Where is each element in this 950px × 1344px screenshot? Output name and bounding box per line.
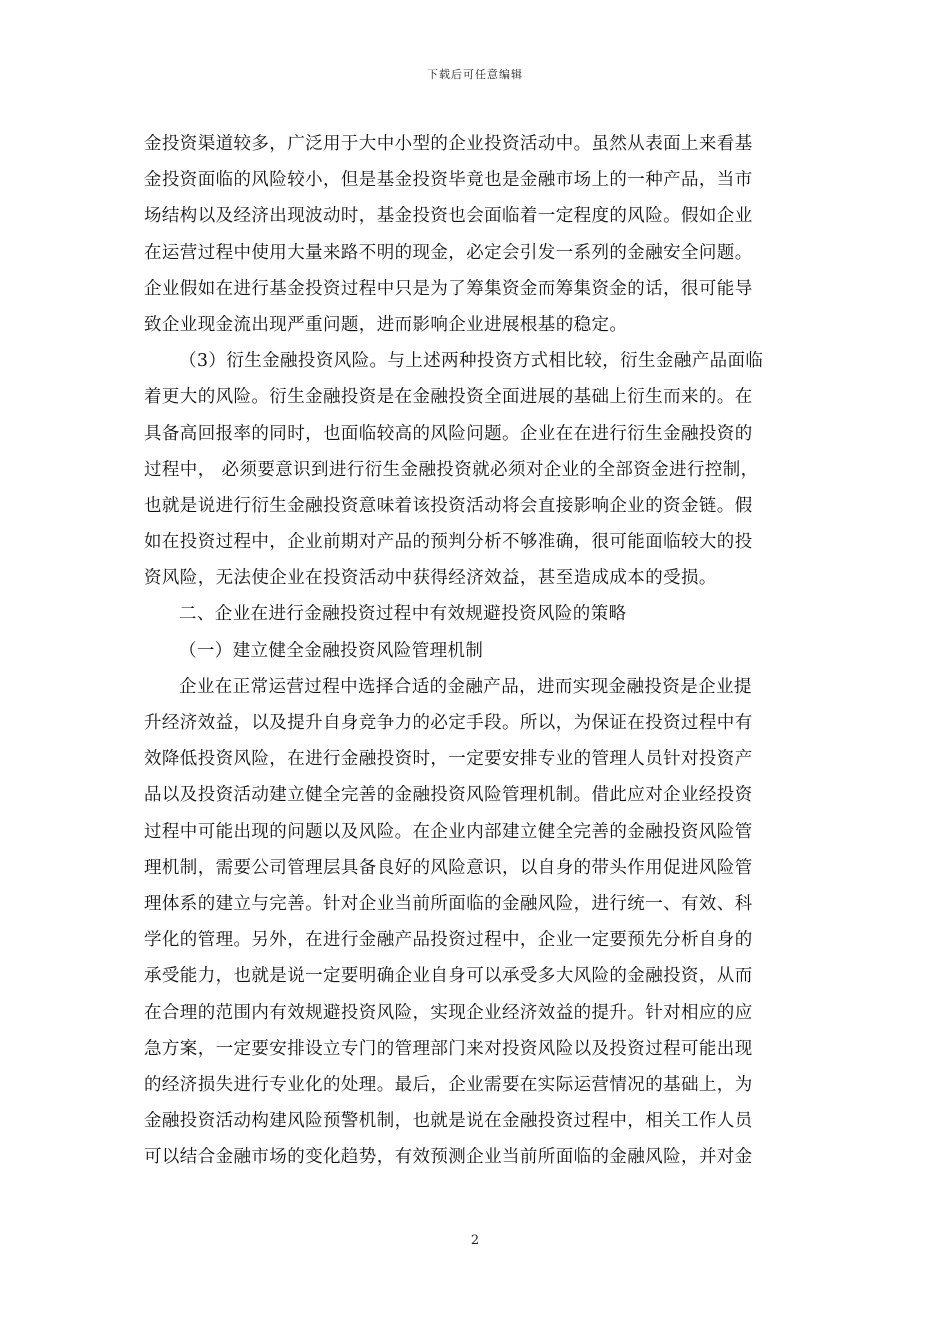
text-line: 具备高回报率的同时，也面临较高的风险问题。企业在在进行衍生金融投资的 [144,423,753,444]
text-line: 可以结合金融市场的变化趋势，有效预测企业当前所面临的金融风险，并对金 [144,1147,753,1168]
text-line: 学化的管理。另外，在进行金融产品投资过程中，企业一定要预先分析自身的 [144,930,753,951]
text-line: 理机制，需要公司管理层具备良好的风险意识，以自身的带头作用促进风险管 [144,857,753,878]
text-line: 资风险，无法使企业在投资活动中获得经济效益，甚至造成成本的受损。 [144,568,717,589]
text-line: 金投资面临的风险较小，但是基金投资毕竟也是金融市场上的一种产品，当市 [144,170,753,191]
text-line: 过程中， 必须要意识到进行衍生金融投资就必须对企业的全部资金进行控制， [144,459,759,480]
text-line: 的经济损失进行专业化的处理。最后，企业需要在实际运营情况的基础上，为 [144,1074,753,1095]
text-line: 在合理的范围内有效规避投资风险，实现企业经济效益的提升。针对相应的应 [144,1002,753,1023]
subsection-heading: （一）建立健全金融投资风险管理机制 [179,640,484,661]
text-line: 企业假如在进行基金投资过程中只是为了筹集资金而筹集资金的话，很可能导 [144,278,753,299]
page-header: 下载后可任意编辑 [427,68,523,81]
text-line: 品以及投资活动建立健全完善的金融投资风险管理机制。借此应对企业经投资 [144,785,753,806]
text-line: 在运营过程中使用大量来路不明的现金，必定会引发一系列的金融安全问题。 [144,242,753,263]
text-line: 如在投资过程中，企业前期对产品的预判分析不够准确，很可能面临较大的投 [144,532,753,553]
text-line: 致企业现金流出现严重问题，进而影响企业进展根基的稳定。 [144,314,628,335]
text-line: 场结构以及经济出现波动时，基金投资也会面临着一定程度的风险。假如企业 [144,206,753,227]
text-line: 金融投资活动构建风险预警机制，也就是说在金融投资过程中，相关工作人员 [144,1111,753,1132]
text-line: 升经济效益，以及提升自身竞争力的必定手段。所以，为保证在投资过程中有 [144,713,753,733]
text-line: 过程中可能出现的问题以及风险。在企业内部建立健全完善的金融投资风险管 [144,821,753,842]
body-text [144,126,808,1175]
text-line: 企业在正常运营过程中选择合适的金融产品，进而实现金融投资是企业提 [179,676,752,697]
text-line: 也就是说进行衍生金融投资意味着该投资活动将会直接影响企业的资金链。假 [144,495,753,516]
page-number: 2 [470,1233,480,1248]
text-line: 理体系的建立与完善。针对企业当前所面临的金融风险，进行统一、有效、科 [144,893,753,914]
text-line: 效降低投资风险，在进行金融投资时，一定要安排专业的管理人员针对投资产 [144,749,753,770]
text-line: 金投资渠道较多，广泛用于大中小型的企业投资活动中。虽然从表面上来看基 [144,134,753,154]
section-heading: 二、企业在进行金融投资过程中有效规避投资风险的策略 [179,604,627,625]
text-line: （3）衍生金融投资风险。与上述两种投资方式相比较，衍生金融产品面临 [179,351,764,372]
text-line: 承受能力，也就是说一定要明确企业自身可以承受多大风险的金融投资，从而 [144,966,753,987]
text-line: 着更大的风险。衍生金融投资是在金融投资全面进展的基础上衍生而来的。在 [144,387,753,408]
text-line: 急方案，一定要安排设立专门的管理部门来对投资风险以及投资过程可能出现 [144,1038,753,1059]
